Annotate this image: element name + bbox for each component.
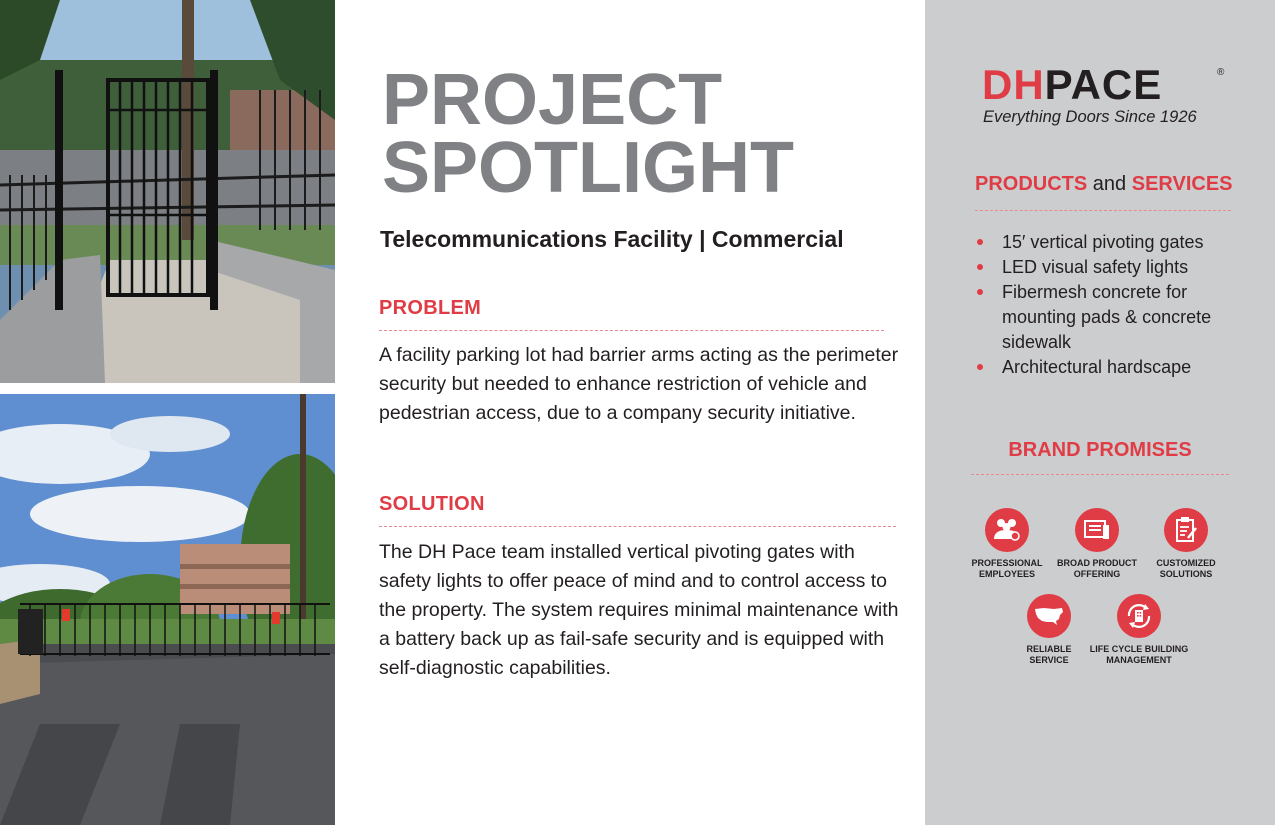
sidebar-panel — [925, 0, 1275, 825]
logo-tagline: Everything Doors Since 1926 — [983, 108, 1197, 126]
pedestrian-gate-photo — [0, 0, 335, 383]
list-item: Architectural hardscape — [975, 355, 1260, 380]
promise-label: CUSTOMIZED — [1156, 558, 1216, 568]
registered-mark: ® — [1217, 67, 1225, 78]
problem-heading: PROBLEM — [379, 297, 482, 319]
promise-label: EMPLOYEES — [978, 569, 1035, 579]
products-services-heading: PRODUCTS and SERVICES — [975, 173, 1233, 195]
building-cycle-icon — [1117, 594, 1161, 638]
solution-divider — [379, 526, 896, 527]
promise-label: BROAD PRODUCT — [1057, 558, 1137, 568]
promise-label: LIFE CYCLE BUILDING — [1089, 644, 1189, 654]
promise-label: OFFERING — [1073, 569, 1121, 579]
promise-customized-solutions — [1136, 508, 1236, 580]
brand-promises-divider — [971, 474, 1229, 475]
project-subtitle: Telecommunications Facility | Commercial — [380, 226, 844, 252]
promise-label: SERVICE — [1029, 655, 1069, 665]
logo-wordmark: DHPACE — [982, 61, 1163, 108]
vehicle-gate-photo — [0, 394, 335, 825]
page-title — [382, 60, 794, 208]
promise-label: MANAGEMENT — [1106, 655, 1172, 665]
promise-reliable-service — [999, 594, 1099, 666]
promise-life-cycle-building-management — [1089, 594, 1189, 666]
solution-text: The DH Pace team installed vertical pivoting gates with safety lights to offer peace of mind and to control access to the property. The system requires minimal maintenance with a battery back up as fail-safe security and is equipped with self-diagnostic capabilities. — [379, 541, 899, 679]
brand-promises-heading: BRAND PROMISES — [1008, 439, 1192, 461]
solution-heading: SOLUTION — [379, 493, 485, 515]
main-content — [335, 0, 925, 825]
promise-broad-product-offering — [1047, 508, 1147, 580]
products-divider — [975, 210, 1231, 211]
promise-label: PROFESSIONAL — [971, 558, 1043, 568]
list-item: LED visual safety lights — [975, 255, 1260, 280]
dh-pace-logo — [982, 61, 1225, 132]
problem-divider — [379, 330, 884, 331]
promise-professional-employees — [957, 508, 1057, 580]
people-icon — [985, 508, 1029, 552]
promise-label: RELIABLE — [1026, 644, 1072, 654]
usa-map-icon — [1027, 594, 1071, 638]
products-list — [975, 230, 1260, 380]
promise-label: SOLUTIONS — [1159, 569, 1213, 579]
list-item: 15′ vertical pivoting gates — [975, 230, 1260, 255]
photo-column — [0, 0, 335, 825]
list-item: Fibermesh concrete for mounting pads & concrete sidewalk — [975, 280, 1260, 355]
title-line-1: PROJECT — [382, 60, 723, 140]
clipboard-icon — [1164, 508, 1208, 552]
problem-text: A facility parking lot had barrier arms acting as the perimeter security but needed to enhance restriction of vehicle and pedestrian access, due to a company security initiative. — [379, 344, 899, 424]
catalog-icon — [1075, 508, 1119, 552]
title-line-2: SPOTLIGHT — [382, 128, 794, 208]
